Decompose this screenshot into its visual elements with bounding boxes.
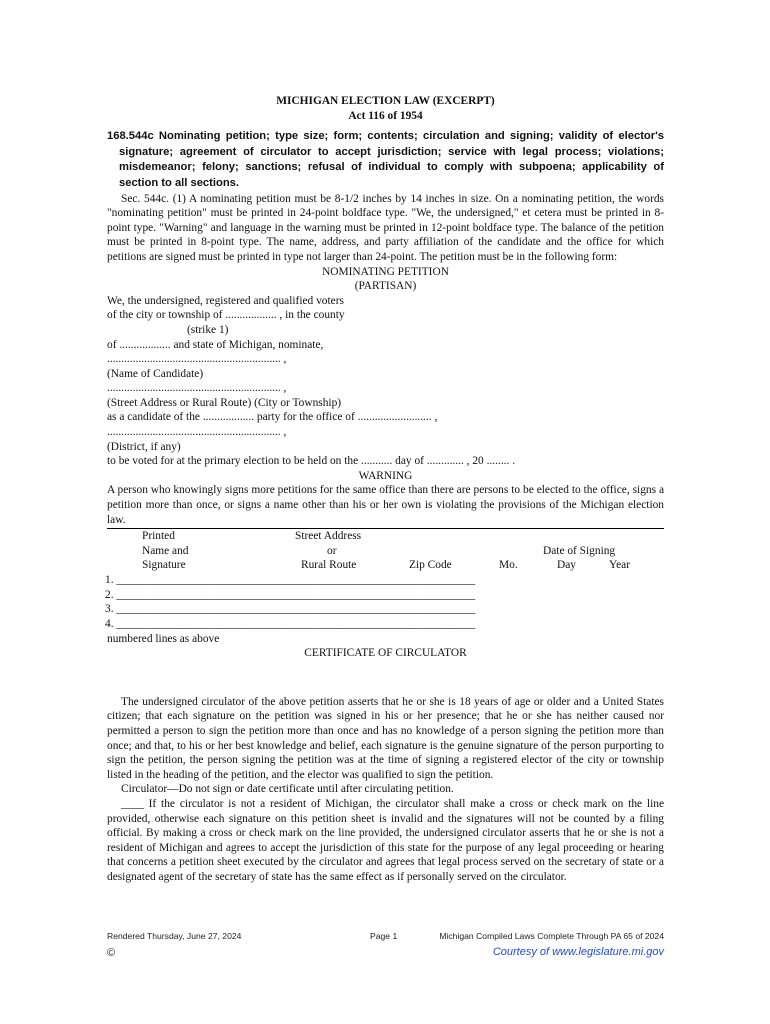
column-header: Signature — [142, 559, 186, 572]
signature-line: 4. _______________________________________________________________ — [105, 618, 476, 630]
column-header: Printed — [142, 530, 175, 543]
copyright-symbol: © — [107, 947, 116, 959]
resident-text: ____ If the circulator is not a resident of Michigan, the circulator shall make a cross or check mark on the line provided, otherwise each signature on this petition sheet is invalid and the signatures will not be counted by a filing official. By making a cross or check mark on the line provided, the undersigned circulator asserts that he or she is not a resident of Michigan and agrees to accept the jurisdiction of this state for the purpose of any legal proceeding or hearing that concerns a petition sheet executed by the circulator and agrees that legal process served on the secretary of state or a designated agent of the secretary of state has the same effect as if personally served on the circulator. — [107, 797, 664, 883]
courtesy-link[interactable]: Courtesy of www.legislature.mi.gov — [492, 946, 664, 958]
form-line: We, the undersigned, registered and qualified voters — [107, 294, 344, 307]
document-title: MICHIGAN ELECTION LAW (EXCERPT) — [276, 95, 495, 107]
form-line: of .................. and state of Michigan, nominate, — [107, 338, 324, 351]
column-header: Day — [557, 559, 576, 572]
section-heading: 168.544c Nominating petition; type size; form; contents; circulation and signing; validity of elector's signature; agreement of circulator to accept jurisdiction; service with legal process; violations; misdemeanor; felony; sanctions; refusal of individual to comply with subpoena; applicability of section to all sections. — [107, 130, 664, 189]
form-line: ............................................................. , — [107, 426, 287, 439]
form-line: (strike 1) — [187, 323, 229, 336]
form-line: ............................................................. , — [107, 353, 287, 366]
form-line: ............................................................. , — [107, 382, 287, 395]
form-title: NOMINATING PETITION — [322, 265, 449, 278]
column-header: Date of Signing — [543, 544, 616, 557]
form-line: (Name of Candidate) — [107, 367, 204, 380]
form-line: of the city or township of .................. , in the county — [107, 309, 345, 322]
rendered-date: Rendered Thursday, June 27, 2024 — [107, 931, 242, 941]
form-subtitle: (PARTISAN) — [354, 280, 417, 293]
certificate-text: The undersigned circulator of the above petition asserts that he or she is 18 years of age or older and a United States citizen; that each signature on the petition was signed in his or her presence; that he or she has neither caused nor permitted a person to sign the petition more than once and has no knowledge of a person signing the petition more than once; and that, to his or her best knowledge and belief, each signature is the genuine signature of the person purporting to sign the petition, the person signing the petition was at the time of signing a registered elector of the city or township listed in the heading of the petition, and the elector was qualified to sign the petition. — [107, 695, 664, 781]
column-header: Year — [609, 559, 630, 572]
section-intro: Sec. 544c. (1) A nominating petition must be 8-1/2 inches by 14 inches in size. On a nominating petition, the words "nominating petition" must be printed in 24-point boldface type. "We, the undersigned," et cetera must be printed in 8-point type. "Warning" and language in the warning must be printed in 12-point boldface type. The balance of the petition must be printed in 8-point type. The name, address, and party affiliation of the candidate and the office for which petitions are signed must be printed in type not larger than 24-point. The petition must be in the following form: — [107, 192, 664, 263]
column-header: Mo. — [499, 559, 518, 572]
certificate-title: CERTIFICATE OF CIRCULATOR — [304, 647, 467, 660]
column-header: Rural Route — [301, 559, 357, 572]
signature-table-header — [107, 529, 664, 573]
compiled-note: Michigan Compiled Laws Complete Through PA 65 of 2024 — [439, 931, 664, 941]
form-line: (District, if any) — [107, 440, 181, 453]
signature-line: 2. _______________________________________________________________ — [105, 588, 476, 601]
column-header: Street Address — [295, 530, 362, 543]
form-line: to be voted for at the primary election to be held on the ........... day of ............. , 20 ........ . — [107, 455, 516, 468]
form-line: (Street Address or Rural Route) (City or Township) — [107, 396, 342, 409]
column-header: or — [327, 544, 337, 557]
warning-text: A person who knowingly signs more petitions for the same office than there are persons to be elected to the office, signs a petition more than once, or signs a name other than his or her own is violating the provisions of the Michigan election law. — [107, 484, 664, 526]
numbered-note: numbered lines as above — [107, 632, 220, 645]
signature-line: 3. _______________________________________________________________ — [105, 603, 476, 616]
column-header: Zip Code — [409, 559, 452, 572]
signature-line: 1. _______________________________________________________________ — [105, 574, 476, 587]
circulator-note: Circulator—Do not sign or date certificate until after circulating petition. — [121, 783, 454, 796]
column-header: Name and — [142, 544, 189, 557]
page-number: Page 1 — [370, 931, 398, 941]
document-body — [107, 94, 664, 885]
form-line: as a candidate of the .................. party for the office of .......................... , — [107, 411, 438, 424]
document-subtitle: Act 116 of 1954 — [348, 109, 423, 122]
warning-title: WARNING — [358, 469, 413, 482]
